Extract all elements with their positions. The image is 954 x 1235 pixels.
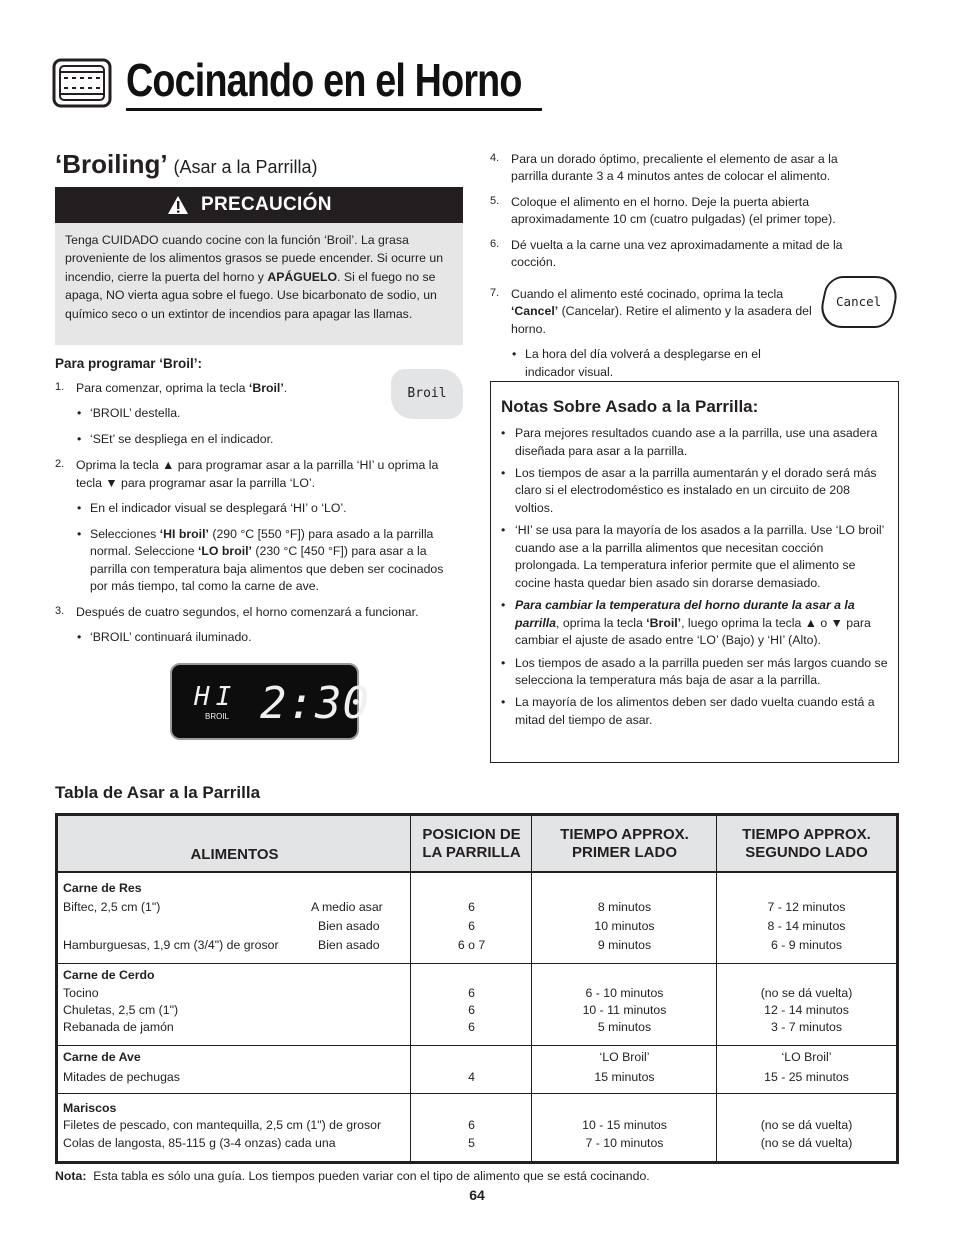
step-number: 4. bbox=[490, 152, 500, 164]
step-number: 5. bbox=[490, 194, 500, 207]
setting-cell: ‘LO Broil’ bbox=[781, 1050, 832, 1064]
time2-cell: (no se dá vuelta) bbox=[760, 1118, 853, 1132]
note-bold: ‘Broil’ bbox=[646, 615, 682, 630]
note-bold-italic: Para cambiar la temperatura del horno durante la asar a la parrilla bbox=[515, 598, 855, 630]
note-text: La mayoría de los alimentos deben ser dado vuelta cuando está a mitad del tiempo de asar. bbox=[515, 695, 875, 727]
bullet-text: La hora del día volverá a desplegarse en el indicador visual. bbox=[525, 347, 761, 379]
time1-cell: 10 - 11 minutos bbox=[582, 1003, 667, 1017]
bullet-text: ‘SEt’ se despliega en el indicador. bbox=[90, 431, 274, 446]
bullet-bold: ‘LO broil’ bbox=[198, 544, 252, 559]
oven-icon bbox=[52, 58, 112, 108]
step-5 bbox=[490, 194, 866, 229]
notes-box bbox=[490, 381, 899, 763]
note-item bbox=[501, 597, 888, 649]
group-category: Carne de Cerdo bbox=[63, 968, 155, 982]
step-6 bbox=[490, 237, 866, 272]
right-steps bbox=[490, 151, 866, 381]
bullet-dot: • bbox=[501, 598, 506, 613]
position-cell: 6 bbox=[468, 919, 475, 933]
group-category: Mariscos bbox=[63, 1101, 117, 1115]
food-cell: Colas de langosta, 85-115 g (3-4 onzas) cada una bbox=[63, 1136, 336, 1150]
title-rule bbox=[126, 108, 542, 111]
caution-text bbox=[55, 223, 463, 345]
note-text: Para mejores resultados cuando ase a la parrilla, use una asadera diseñada para asar a la parrilla. bbox=[515, 426, 878, 458]
time2-cell: 12 - 14 minutos bbox=[764, 1003, 849, 1017]
position-cell: 6 bbox=[468, 1020, 475, 1034]
broil-table bbox=[55, 813, 899, 1164]
bullet-item bbox=[55, 629, 460, 646]
section-title bbox=[55, 146, 318, 183]
program-title: Para programar ‘Broil’: bbox=[55, 356, 203, 371]
section-title-main: ‘Broiling’ bbox=[55, 149, 167, 179]
step-text: Para un dorado óptimo, precaliente el elemento de asar a la parrilla durante 3 a 4 minutos antes de colocar el alimento. bbox=[511, 152, 838, 184]
cancel-key-label: Cancel bbox=[836, 294, 882, 310]
bullet-item bbox=[490, 346, 790, 381]
bullet-text: ‘BROIL’ continuará iluminado. bbox=[90, 629, 252, 644]
bullet-item bbox=[55, 500, 460, 517]
group-category: Carne de Res bbox=[63, 881, 142, 895]
page-header bbox=[52, 52, 522, 118]
display-label: BROIL bbox=[205, 712, 230, 721]
step-text: (Cancelar). Retire el alimento y la asadera del horno. bbox=[511, 304, 812, 336]
note-item bbox=[501, 425, 888, 460]
header-position: POSICION DE LA PARRILLA bbox=[422, 826, 521, 861]
bullet-bold: ‘HI broil’ bbox=[159, 526, 209, 541]
position-cell: 6 bbox=[468, 900, 475, 914]
time2-cell: 15 - 25 minutos bbox=[764, 1070, 849, 1084]
time2-cell: 8 - 14 minutos bbox=[767, 919, 846, 933]
page-number: 64 bbox=[469, 1187, 485, 1203]
step-2 bbox=[55, 457, 460, 492]
time2-cell: (no se dá vuelta) bbox=[760, 1136, 853, 1150]
bullet-dot: • bbox=[501, 523, 506, 538]
bullet-text: ‘BROIL’ destella. bbox=[90, 406, 181, 421]
step-number: 3. bbox=[55, 604, 65, 617]
time1-cell: 5 minutos bbox=[597, 1020, 652, 1034]
bullet-item bbox=[55, 431, 460, 448]
time2-cell: 6 - 9 minutos bbox=[770, 938, 843, 952]
food-cell: Rebanada de jamón bbox=[63, 1020, 174, 1034]
bullet-dot: • bbox=[77, 629, 82, 644]
position-cell: 5 bbox=[468, 1136, 475, 1150]
note-item bbox=[501, 655, 888, 690]
doneness-cell: Bien asado bbox=[318, 919, 380, 933]
section-subtitle: (Asar a la Parrilla) bbox=[173, 157, 318, 177]
page-title: Cocinando en el Horno bbox=[126, 54, 522, 106]
caution-text-1: Tenga CUIDADO cuando cocine con la función ‘Broil’. La grasa proveniente de los alimentos grasos se puede encender. Si ocurre un incendio, cierre la puerta del horno y bbox=[65, 233, 444, 284]
step-text: . bbox=[283, 381, 288, 395]
note-text: Los tiempos de asado a la parrilla pueden ser más largos cuando se selecciona la temperatura más baja de asar a la parrilla. bbox=[515, 655, 888, 688]
note-item bbox=[501, 694, 888, 729]
setting-cell: ‘LO Broil’ bbox=[599, 1050, 650, 1064]
oven-display bbox=[170, 663, 370, 740]
bullet-dot: • bbox=[501, 695, 506, 710]
header-foods: ALIMENTOS bbox=[190, 845, 279, 863]
broil-key: Broil bbox=[391, 369, 463, 419]
footnote-label: Nota: bbox=[55, 1169, 87, 1183]
step-text: Después de cuatro segundos, el horno comenzará a funcionar. bbox=[76, 604, 419, 619]
note-text: Los tiempos de asar a la parrilla aumentarán y el dorado será más claro si el electrodoméstico es instalado en un circuito de 208 voltios. bbox=[515, 466, 877, 515]
bullet-dot: • bbox=[501, 466, 506, 481]
time1-cell: 10 minutos bbox=[594, 919, 655, 933]
header-second-side: TIEMPO APPROX. SEGUNDO LADO bbox=[742, 826, 871, 861]
bullet-dot: • bbox=[77, 431, 82, 446]
food-cell: Tocino bbox=[63, 986, 99, 1000]
food-cell: Mitades de pechugas bbox=[63, 1070, 180, 1084]
header-first-side: TIEMPO APPROX. PRIMER LADO bbox=[560, 826, 689, 861]
time1-cell: 9 minutos bbox=[597, 938, 652, 952]
time1-cell: 8 minutos bbox=[597, 900, 652, 914]
bullet-item bbox=[55, 405, 460, 422]
step-7 bbox=[490, 286, 822, 338]
step-4 bbox=[490, 151, 866, 186]
table-group-mariscos bbox=[58, 1094, 896, 1161]
step-text: Coloque el alimento en el horno. Deje la puerta abierta aproximadamente 10 cm (cuatro pulgadas) (el primer tope). bbox=[511, 194, 836, 227]
position-cell: 6 bbox=[468, 1003, 475, 1017]
time2-cell: 7 - 12 minutos bbox=[767, 900, 846, 914]
time2-cell: 3 - 7 minutos bbox=[770, 1020, 843, 1034]
bullet-dot: • bbox=[77, 526, 82, 541]
bullet-text: (230 °C [450 °F]) para asar a la parrilla con temperatura baja alimentos que deben ser cocinados por más tiempo, tal como la carne de ave. bbox=[90, 544, 444, 594]
note-text: ‘HI’ se usa para la mayoría de los asados a la parrilla. Use ‘LO broil’ cuando ase a la parrilla alimentos que necesitan cocción prolongada. La temperatura inferior permite que el alimento se cocine hasta quedar bien asado sin dorarse demasiado. bbox=[515, 523, 884, 590]
step-text: Dé vuelta a la carne una vez aproximadamente a mitad de la cocción. bbox=[511, 237, 843, 270]
caution-text-bold: APÁGUELO bbox=[267, 269, 338, 284]
step-text: Cuando el alimento esté cocinado, oprima la tecla bbox=[511, 286, 784, 301]
food-cell: Biftec, 2,5 cm (1") bbox=[63, 900, 161, 914]
step-3 bbox=[55, 604, 460, 621]
bullet-dot: • bbox=[77, 501, 82, 516]
bullet-dot: • bbox=[512, 347, 517, 362]
bullet-dot: • bbox=[501, 426, 506, 441]
bullet-text: Selecciones bbox=[90, 526, 160, 541]
time1-cell: 6 - 10 minutos bbox=[585, 986, 664, 1000]
time1-cell: 7 - 10 minutos bbox=[585, 1136, 664, 1150]
table-group-cerdo bbox=[58, 964, 896, 1046]
table-footnote bbox=[55, 1168, 650, 1185]
position-cell: 4 bbox=[468, 1070, 475, 1084]
bullet-text: (290 °C [550 °F]) para asado a la parrilla normal. Seleccione bbox=[90, 526, 434, 559]
note-item bbox=[501, 465, 888, 517]
step-bold: ‘Broil’ bbox=[248, 381, 284, 395]
bullet-text: En el indicador visual se desplegará ‘HI’ o ‘LO’. bbox=[90, 501, 347, 516]
group-category: Carne de Ave bbox=[63, 1050, 141, 1064]
position-cell: 6 bbox=[468, 986, 475, 1000]
step-number: 2. bbox=[55, 458, 65, 471]
table-group-ave bbox=[58, 1046, 896, 1094]
notes-title: Notas Sobre Asado a la Parrilla: bbox=[501, 397, 759, 416]
food-cell: Filetes de pescado, con mantequilla, 2,5 cm (1") de grosor bbox=[63, 1118, 382, 1132]
note-item bbox=[501, 522, 888, 592]
caution-text-2: . Si el fuego no se apaga, NO vierta agua sobre el fuego. Use bicarbonato de sodio, un químico seco o un extintor de incendios para apagar las llamas. bbox=[65, 269, 437, 321]
table-title: Tabla de Asar a la Parrilla bbox=[55, 783, 261, 802]
caution-label: PRECAUCIÓN bbox=[201, 193, 332, 215]
position-cell: 6 o 7 bbox=[457, 938, 486, 952]
time2-cell: (no se dá vuelta) bbox=[760, 986, 853, 1000]
warning-icon bbox=[167, 195, 189, 215]
step-text: Para comenzar, oprima la tecla bbox=[76, 381, 249, 395]
cancel-key bbox=[816, 276, 901, 328]
footnote-text: Esta tabla es sólo una guía. Los tiempos pueden variar con el tipo de alimento que se está cocinando. bbox=[93, 1169, 650, 1183]
step-number: 7. bbox=[490, 286, 500, 299]
note-text: , oprima la tecla bbox=[556, 615, 647, 630]
program-steps bbox=[55, 380, 460, 654]
step-number: 1. bbox=[55, 381, 65, 393]
table-header bbox=[58, 816, 896, 873]
time1-cell: 10 - 15 minutos bbox=[582, 1118, 667, 1132]
food-cell: Hamburguesas, 1,9 cm (3/4") de grosor bbox=[63, 938, 279, 952]
bullet-dot: • bbox=[501, 655, 506, 670]
note-text: , luego oprima la tecla ▲ o ▼ para cambiar el ajuste de asado entre ‘LO’ (Bajo) y ‘HI’ (Alto). bbox=[515, 615, 871, 648]
step-bold: ‘Cancel’ bbox=[511, 304, 559, 319]
bullet-item bbox=[55, 526, 460, 596]
doneness-cell: Bien asado bbox=[318, 938, 380, 952]
display-time: 2:30 bbox=[260, 678, 370, 729]
step-number: 6. bbox=[490, 237, 500, 250]
caution-box bbox=[55, 187, 463, 345]
display-mode: HI bbox=[194, 682, 238, 712]
step-1 bbox=[55, 380, 460, 397]
time1-cell: 15 minutos bbox=[594, 1070, 655, 1084]
position-cell: 6 bbox=[468, 1118, 475, 1132]
food-cell: Chuletas, 2,5 cm (1") bbox=[63, 1003, 179, 1017]
table-group-res bbox=[58, 873, 896, 964]
step-text: Oprima la tecla ▲ para programar asar a la parrilla ‘HI’ u oprima la tecla ▼ para programar asar la parrilla ‘LO’. bbox=[76, 458, 439, 490]
doneness-cell: A medio asar bbox=[311, 900, 383, 914]
bullet-dot: • bbox=[77, 406, 82, 421]
caution-header bbox=[55, 187, 463, 223]
